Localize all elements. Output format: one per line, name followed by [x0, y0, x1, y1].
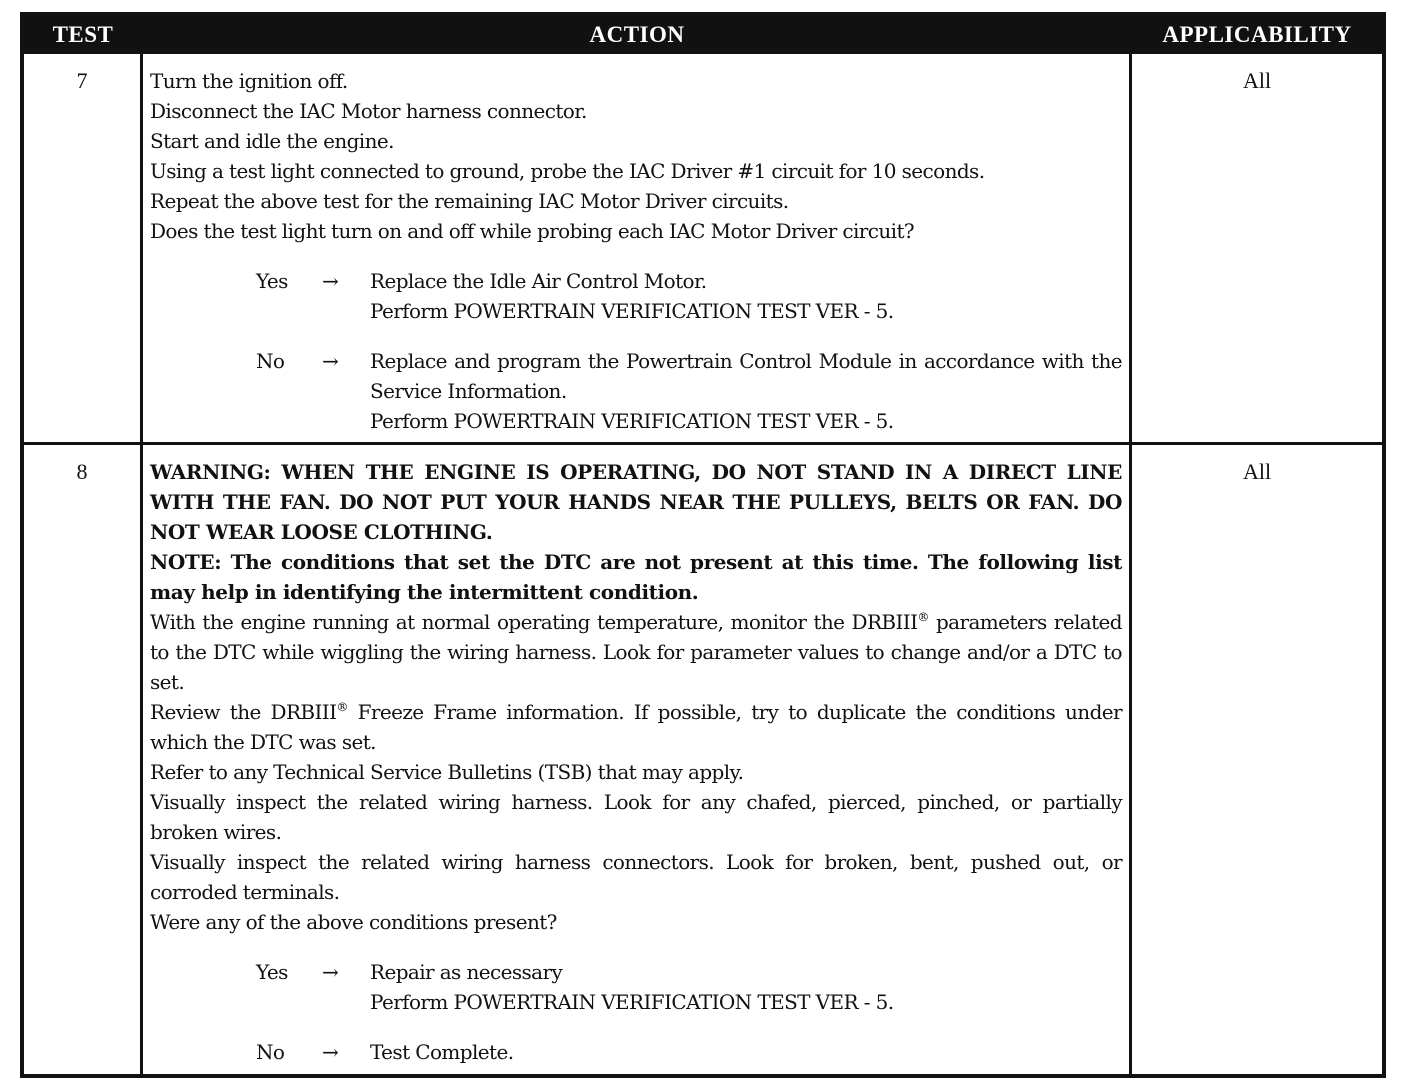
action-paragraph: Refer to any Technical Service Bulletins (TSB) that may apply. [150, 760, 744, 784]
paragraph-text: Review the DRBIII [150, 700, 337, 724]
warning-text: WARNING: WHEN THE ENGINE IS OPERATING, DO NOT STAND IN A DIRECT LINE WITH THE FAN. DO NOT PUT YOUR HANDS NEAR THE PULLEYS, BELTS OR FAN. DO NOT WEAR LOOSE CLOTHING. [150, 460, 1122, 544]
action-paragraph [150, 697, 1122, 757]
outcome-yes [150, 266, 1122, 326]
outcome-yes [150, 957, 1122, 1017]
action-step: Repeat the above test for the remaining IAC Motor Driver circuits. [150, 189, 789, 213]
action-paragraph: Visually inspect the related wiring harness. Look for any chafed, pierced, pinched, or partially broken wires. [150, 790, 1122, 844]
action-paragraph: Visually inspect the related wiring harness connectors. Look for broken, bent, pushed out, or corroded terminals. [150, 850, 1122, 904]
action-cell [150, 457, 1122, 1067]
arrow-right-icon: → [322, 269, 339, 293]
outcome-label: No [256, 1040, 285, 1064]
table-row [24, 54, 1382, 442]
paragraph-text: With the engine running at normal operating temperature, monitor the DRBIII [150, 610, 918, 634]
outcome-text: Perform POWERTRAIN VERIFICATION TEST VER - 5. [370, 990, 894, 1014]
applicability-value: All [1242, 68, 1272, 93]
header-test: TEST [52, 22, 114, 47]
diagnostic-table [20, 12, 1386, 1078]
registered-mark: ® [336, 700, 348, 714]
outcome-no [150, 346, 1122, 436]
test-number: 7 [76, 68, 88, 93]
outcome-text: Perform POWERTRAIN VERIFICATION TEST VER - 5. [370, 409, 894, 433]
action-step: Using a test light connected to ground, probe the IAC Driver #1 circuit for 10 seconds. [150, 159, 985, 183]
header-action: ACTION [589, 22, 685, 47]
arrow-right-icon: → [322, 1040, 339, 1064]
paragraph-text: parameters related to the DTC while wiggling the wiring harness. Look for parameter values to change and/or a DTC to set. [150, 610, 1122, 694]
outcome-text: Replace the Idle Air Control Motor. [370, 269, 707, 293]
outcome-text: Repair as necessary [370, 960, 563, 984]
action-step: Disconnect the IAC Motor harness connector. [150, 99, 587, 123]
arrow-right-icon: → [322, 349, 339, 373]
action-step: Start and idle the engine. [150, 129, 394, 153]
outcome-text: Test Complete. [370, 1040, 514, 1064]
applicability-value: All [1242, 459, 1272, 484]
test-number: 8 [76, 459, 88, 484]
header-applicability: APPLICABILITY [1162, 22, 1352, 47]
outcome-text: Perform POWERTRAIN VERIFICATION TEST VER - 5. [370, 299, 894, 323]
table-row [24, 445, 1382, 1078]
outcome-label: No [256, 349, 285, 373]
outcome-text: Replace and program the Powertrain Control Module in accordance with the Service Information. [370, 349, 1122, 403]
paragraph-text: Freeze Frame information. If possible, try to duplicate the conditions under which the DTC was set. [150, 700, 1122, 754]
action-cell [150, 66, 1122, 436]
registered-mark: ® [917, 610, 929, 624]
arrow-right-icon: → [322, 960, 339, 984]
action-paragraph [150, 607, 1122, 697]
note-text: NOTE: The conditions that set the DTC are not present at this time. The following list may help in identifying the intermittent condition. [150, 550, 1122, 604]
table-header [24, 16, 1382, 54]
action-question: Does the test light turn on and off while probing each IAC Motor Driver circuit? [150, 219, 915, 243]
action-question: Were any of the above conditions present? [150, 910, 557, 934]
action-step: Turn the ignition off. [150, 69, 348, 93]
outcome-label: Yes [256, 269, 288, 293]
outcome-label: Yes [256, 960, 288, 984]
outcome-no [150, 1037, 1122, 1067]
